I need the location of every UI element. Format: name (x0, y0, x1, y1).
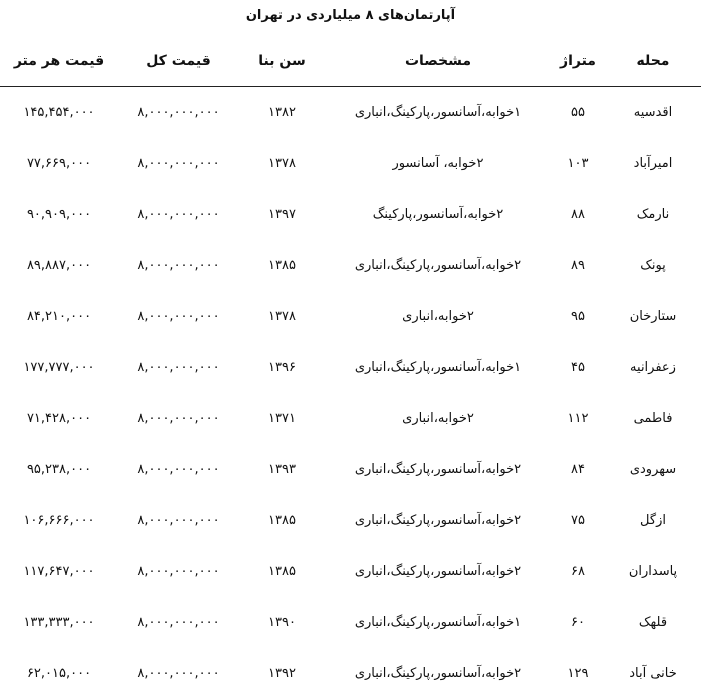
cell-age: ۱۳۷۸ (268, 309, 296, 324)
cell-neighborhood: زعفرانیه (630, 360, 676, 375)
cell-total-price: ۸,۰۰۰,۰۰۰,۰۰۰ (137, 156, 220, 171)
cell-area: ۵۵ (571, 105, 585, 120)
cell-neighborhood: فاطمی (633, 411, 673, 426)
cell-neighborhood: خانی آباد (629, 666, 677, 681)
cell-age: ۱۳۸۲ (268, 105, 296, 120)
cell-features: ۲خوابه،آسانسور،پارکینگ،انباری (354, 564, 522, 579)
cell-age: ۱۳۹۲ (268, 666, 296, 681)
cell-age: ۱۳۹۰ (268, 615, 296, 630)
cell-age: ۱۳۷۱ (268, 411, 296, 426)
table-row (0, 393, 701, 444)
cell-price-per-meter: ۱۳۳,۳۳۳,۰۰۰ (23, 615, 95, 630)
cell-price-per-meter: ۹۰,۹۰۹,۰۰۰ (26, 207, 92, 222)
cell-area: ۱۲۹ (567, 666, 589, 681)
header-total-price: قیمت کل (118, 36, 239, 87)
cell-price-per-meter: ۷۱,۴۲۸,۰۰۰ (26, 411, 92, 426)
cell-features: ۱خوابه،آسانسور،پارکینگ،انباری (354, 615, 522, 630)
cell-total-price: ۸,۰۰۰,۰۰۰,۰۰۰ (137, 258, 220, 273)
header-row (0, 36, 701, 87)
cell-total-price: ۸,۰۰۰,۰۰۰,۰۰۰ (137, 564, 220, 579)
cell-price-per-meter: ۸۴,۲۱۰,۰۰۰ (26, 309, 92, 324)
cell-total-price: ۸,۰۰۰,۰۰۰,۰۰۰ (137, 309, 220, 324)
cell-neighborhood: قلهک (638, 615, 668, 630)
cell-neighborhood: پونک (640, 258, 666, 273)
cell-neighborhood: امیرآباد (633, 156, 673, 171)
cell-features: ۲خوابه،آسانسور،پارکینگ،انباری (354, 513, 522, 528)
cell-features: ۲خوابه،آسانسور،پارکینگ (372, 207, 504, 222)
cell-age: ۱۳۸۵ (268, 258, 296, 273)
cell-price-per-meter: ۱۰۶,۶۶۶,۰۰۰ (23, 513, 95, 528)
cell-area: ۸۹ (571, 258, 585, 273)
cell-features: ۲خوابه،انباری (402, 411, 474, 426)
cell-area: ۱۱۲ (567, 411, 589, 426)
cell-area: ۱۰۳ (567, 156, 589, 171)
table-row (0, 291, 701, 342)
cell-age: ۱۳۷۸ (268, 156, 296, 171)
cell-area: ۹۵ (571, 309, 585, 324)
cell-area: ۸۴ (571, 462, 585, 477)
table-row (0, 546, 701, 597)
cell-age: ۱۳۸۵ (268, 513, 296, 528)
cell-neighborhood: اقدسیه (633, 105, 673, 120)
table-row (0, 342, 701, 393)
cell-price-per-meter: ۸۹,۸۸۷,۰۰۰ (26, 258, 92, 273)
cell-total-price: ۸,۰۰۰,۰۰۰,۰۰۰ (137, 666, 220, 681)
cell-price-per-meter: ۷۷,۶۶۹,۰۰۰ (26, 156, 92, 171)
cell-total-price: ۸,۰۰۰,۰۰۰,۰۰۰ (137, 615, 220, 630)
cell-features: ۲خوابه،آسانسور،پارکینگ،انباری (354, 462, 522, 477)
table-title: آپارتمان‌های ۸ میلیاردی در تهران (245, 8, 456, 23)
table-row (0, 189, 701, 240)
cell-features: ۲خوابه،انباری (402, 309, 474, 324)
cell-age: ۱۳۹۷ (268, 207, 296, 222)
table-row (0, 240, 701, 291)
table-row (0, 495, 701, 546)
cell-neighborhood: ازگل (640, 513, 666, 528)
table-row (0, 648, 701, 699)
cell-total-price: ۸,۰۰۰,۰۰۰,۰۰۰ (137, 360, 220, 375)
cell-total-price: ۸,۰۰۰,۰۰۰,۰۰۰ (137, 513, 220, 528)
cell-area: ۴۵ (571, 360, 585, 375)
cell-price-per-meter: ۱۱۷,۶۴۷,۰۰۰ (23, 564, 95, 579)
cell-neighborhood: سهرودی (629, 462, 677, 477)
cell-age: ۱۳۸۵ (268, 564, 296, 579)
cell-area: ۷۵ (571, 513, 585, 528)
cell-area: ۶۰ (571, 615, 585, 630)
header-neighborhood: محله (605, 36, 701, 87)
cell-features: ۲خوابه، آسانسور (392, 156, 484, 171)
cell-features: ۱خوابه،آسانسور،پارکینگ،انباری (354, 105, 522, 120)
cell-features: ۲خوابه،آسانسور،پارکینگ،انباری (354, 258, 522, 273)
cell-total-price: ۸,۰۰۰,۰۰۰,۰۰۰ (137, 105, 220, 120)
apartments-table (0, 36, 701, 699)
header-features: مشخصات (325, 36, 551, 87)
cell-total-price: ۸,۰۰۰,۰۰۰,۰۰۰ (137, 411, 220, 426)
cell-area: ۶۸ (571, 564, 585, 579)
cell-price-per-meter: ۹۵,۲۳۸,۰۰۰ (26, 462, 92, 477)
cell-price-per-meter: ۶۲,۰۱۵,۰۰۰ (26, 666, 92, 681)
cell-neighborhood: نارمک (636, 207, 670, 222)
cell-price-per-meter: ۱۷۷,۷۷۷,۰۰۰ (23, 360, 95, 375)
cell-neighborhood: پاسداران (628, 564, 678, 579)
header-age: سن بنا (239, 36, 325, 87)
header-area: متراژ (551, 36, 605, 87)
cell-price-per-meter: ۱۴۵,۴۵۴,۰۰۰ (23, 105, 95, 120)
cell-neighborhood: ستارخان (629, 309, 677, 324)
cell-total-price: ۸,۰۰۰,۰۰۰,۰۰۰ (137, 462, 220, 477)
cell-features: ۱خوابه،آسانسور،پارکینگ،انباری (354, 360, 522, 375)
cell-age: ۱۳۹۳ (268, 462, 296, 477)
cell-area: ۸۸ (571, 207, 585, 222)
table-row (0, 87, 701, 139)
table-row (0, 597, 701, 648)
cell-features: ۲خوابه،آسانسور،پارکینگ،انباری (354, 666, 522, 681)
header-price-per-meter: قیمت هر متر (0, 36, 118, 87)
table-row (0, 138, 701, 189)
cell-total-price: ۸,۰۰۰,۰۰۰,۰۰۰ (137, 207, 220, 222)
table-row (0, 444, 701, 495)
cell-age: ۱۳۹۶ (268, 360, 296, 375)
